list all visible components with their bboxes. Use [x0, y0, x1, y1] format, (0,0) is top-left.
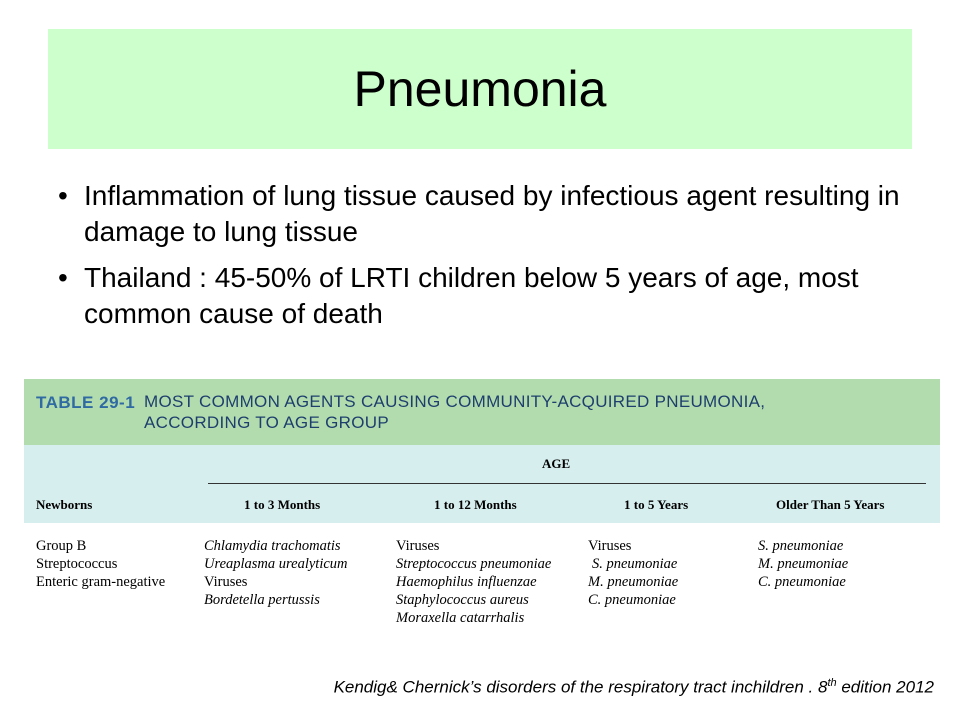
cell-line: Viruses	[396, 538, 440, 554]
agents-table	[24, 379, 940, 635]
citation-superscript: th	[827, 677, 837, 689]
slide-title: Pneumonia	[353, 61, 607, 117]
age-rule	[208, 483, 926, 484]
cell-line: Moraxella catarrhalis	[396, 610, 525, 626]
cell-line: Streptococcus pneumoniae	[396, 556, 552, 572]
table-column-band	[24, 445, 940, 523]
bullet-item	[58, 178, 918, 250]
bullet-text: Inflammation of lung tissue caused by infectious agent resulting in damage to lung tissue	[84, 180, 900, 247]
citation	[334, 677, 934, 698]
table-title-line: MOST COMMON AGENTS CAUSING COMMUNITY-ACQUIRED PNEUMONIA,	[144, 392, 766, 411]
column-header: 1 to 12 Months	[434, 497, 517, 512]
column-header: 1 to 3 Months	[244, 497, 321, 512]
cell-line: Chlamydia trachomatis	[204, 538, 341, 554]
cell-line: Viruses	[204, 574, 248, 590]
column-header: 1 to 5 Years	[624, 497, 689, 512]
bullet-list	[58, 178, 918, 342]
cell-line: Group B	[36, 538, 87, 554]
cell-line: Streptococcus	[36, 556, 118, 572]
cell-line: Viruses	[588, 538, 632, 554]
citation-suffix: edition 2012	[836, 677, 934, 697]
cell-line: Haemophilus influenzae	[396, 574, 537, 590]
table-cell-1-3-months	[204, 537, 348, 609]
table-number: TABLE 29-1	[36, 393, 136, 412]
table-caption-band	[24, 379, 940, 445]
cell-line: S. pneumoniae	[592, 556, 678, 572]
table-cell-1-5-years	[588, 537, 678, 609]
cell-line: C. pneumoniae	[758, 574, 846, 590]
table-cell-newborns	[36, 537, 165, 591]
table-cell-older-5-years	[758, 537, 848, 591]
bullet-dot: •	[58, 262, 68, 293]
table-cell-1-12-months	[396, 537, 551, 627]
column-header: Newborns	[36, 497, 93, 512]
bullet-text: Thailand : 45-50% of LRTI children below 5 years of age, most common cause of death	[84, 262, 859, 329]
cell-line: Staphylococcus aureus	[396, 592, 529, 608]
cell-line: S. pneumoniae	[758, 538, 844, 554]
column-header: Older Than 5 Years	[776, 497, 885, 512]
cell-line: Enteric gram-negative	[36, 574, 166, 590]
cell-line: Bordetella pertussis	[204, 592, 320, 608]
cell-line: Ureaplasma urealyticum	[204, 556, 348, 572]
bullet-item	[58, 260, 918, 332]
citation-text: Kendig& Chernick’s disorders of the respiratory tract inchildren . 8	[333, 677, 828, 697]
title-band	[48, 29, 912, 149]
bullet-dot: •	[58, 180, 68, 211]
age-header: AGE	[542, 456, 571, 471]
cell-line: M. pneumoniae	[588, 574, 679, 590]
cell-line: C. pneumoniae	[588, 592, 676, 608]
table-title	[144, 391, 904, 433]
cell-line: M. pneumoniae	[758, 556, 849, 572]
table-title-line: ACCORDING TO AGE GROUP	[144, 413, 389, 432]
